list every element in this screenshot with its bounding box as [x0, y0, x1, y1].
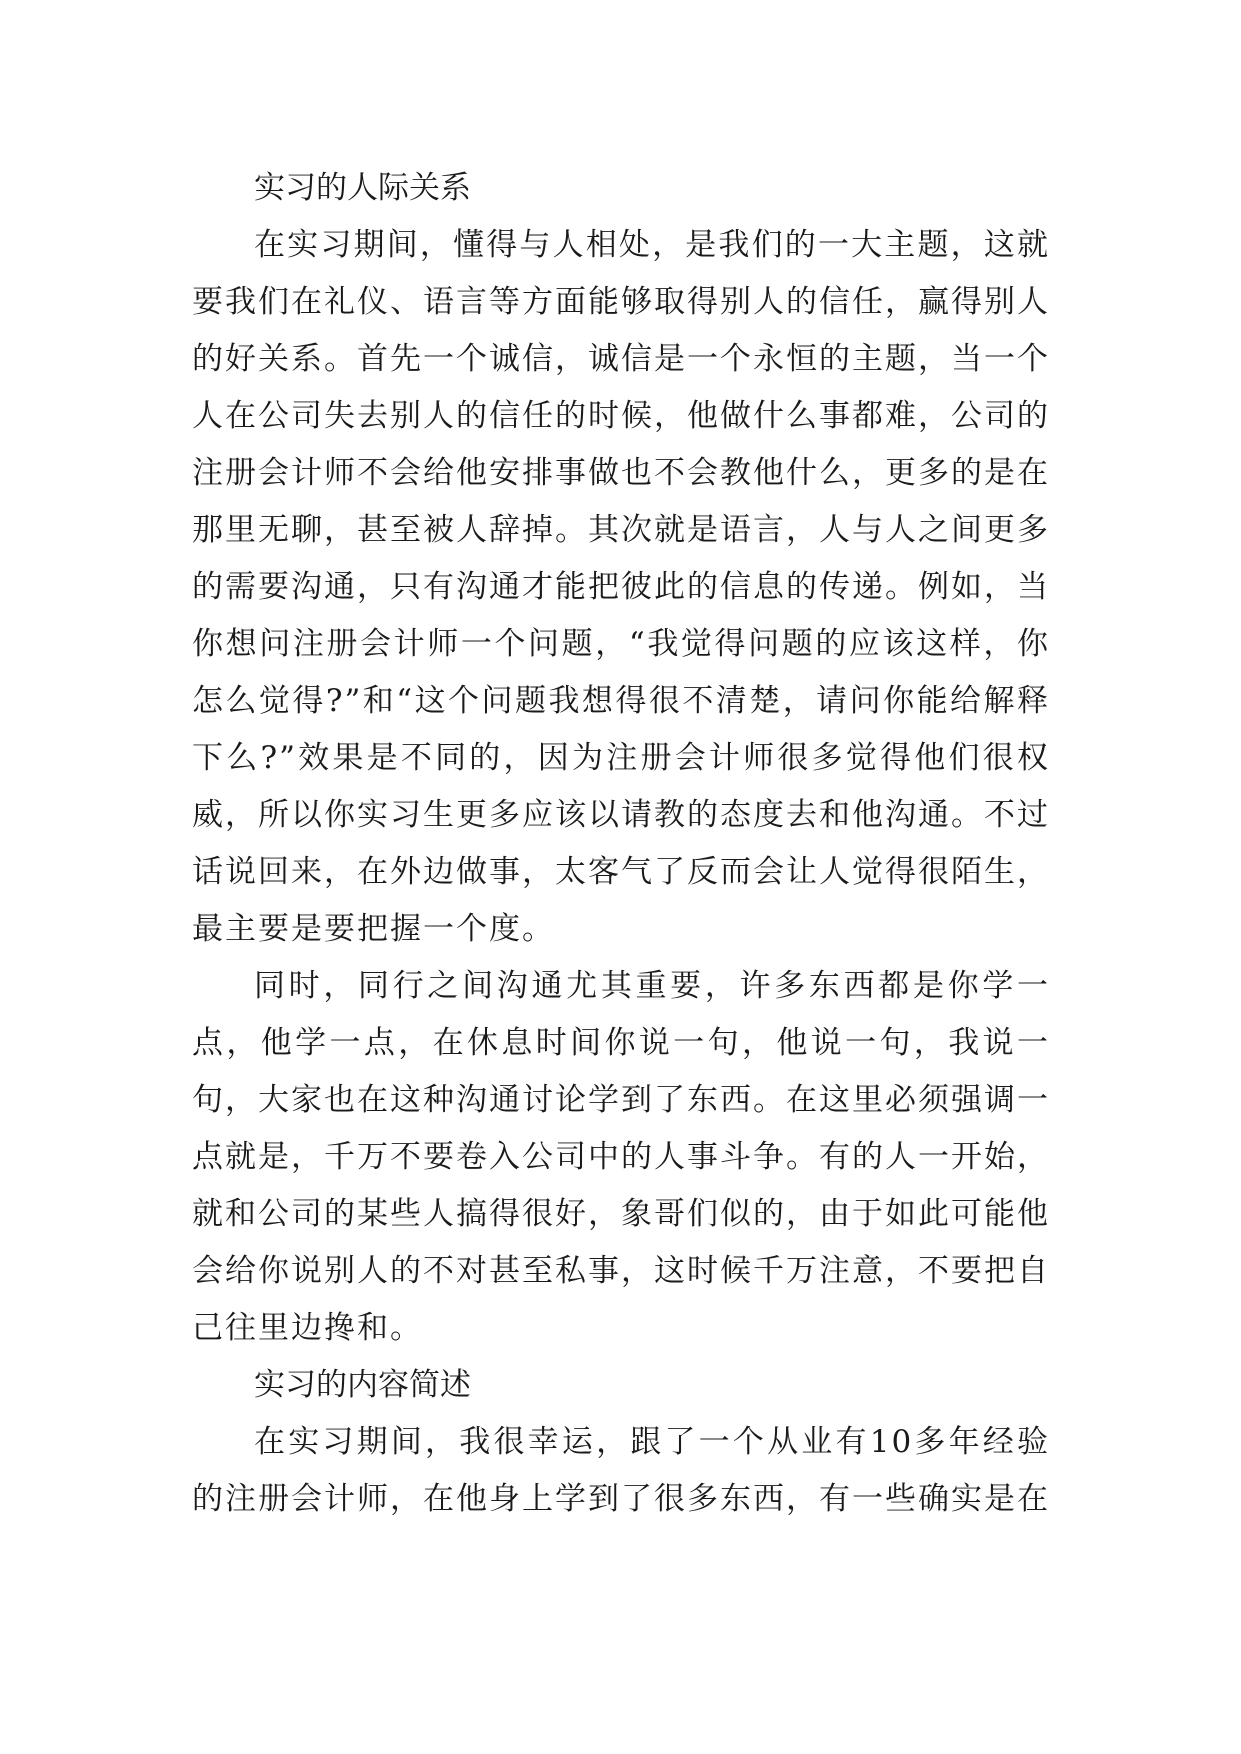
paragraph-interpersonal-2: 同时，同行之间沟通尤其重要，许多东西都是你学一点，他学一点，在休息时间你说一句，他说一句，我说一句，大家也在这种沟通讨论学到了东西。在这里必须强调一点就是，千万不要卷入公司中的人事斗争。有的人一开始，就和公司的某些人搞得很好，象哥们似的，由于如此可能他会给你说别人的不对甚至私事，这时候千万注意，不要把自己往里边搀和。	[192, 968, 1050, 1346]
paragraph-interpersonal-1: 在实习期间，懂得与人相处，是我们的一大主题，这就要我们在礼仪、语言等方面能够取得别人的信任，赢得别人的好关系。首先一个诚信，诚信是一个永恒的主题，当一个人在公司失去别人的信任的时候，他做什么事都难，公司的注册会计师不会给他安排事做也不会教他什么，更多的是在那里无聊，甚至被人辞掉。其次就是语言，人与人之间更多的需要沟通，只有沟通才能把彼此的信息的传递。例如，当你想问注册会计师一个问题，“我觉得问题的应该这样，你怎么觉得?”和“这个问题我想得很不清楚，请问你能给解释下么?”效果是不同的，因为注册会计师很多觉得他们很权威，所以你实习生更多应该以请教的态度去和他沟通。不过话说回来，在外边做事，太客气了反而会让人觉得很陌生，最主要是要把握一个度。	[192, 227, 1050, 947]
document-body	[192, 160, 1050, 1528]
section-heading-interpersonal: 实习的人际关系	[254, 170, 471, 206]
paragraph-content-1: 在实习期间，我很幸运，跟了一个从业有10多年经验的注册会计师，在他身上学到了很多东西，有一些确实是在	[192, 1424, 1050, 1517]
section-heading-content: 实习的内容简述	[254, 1367, 471, 1403]
